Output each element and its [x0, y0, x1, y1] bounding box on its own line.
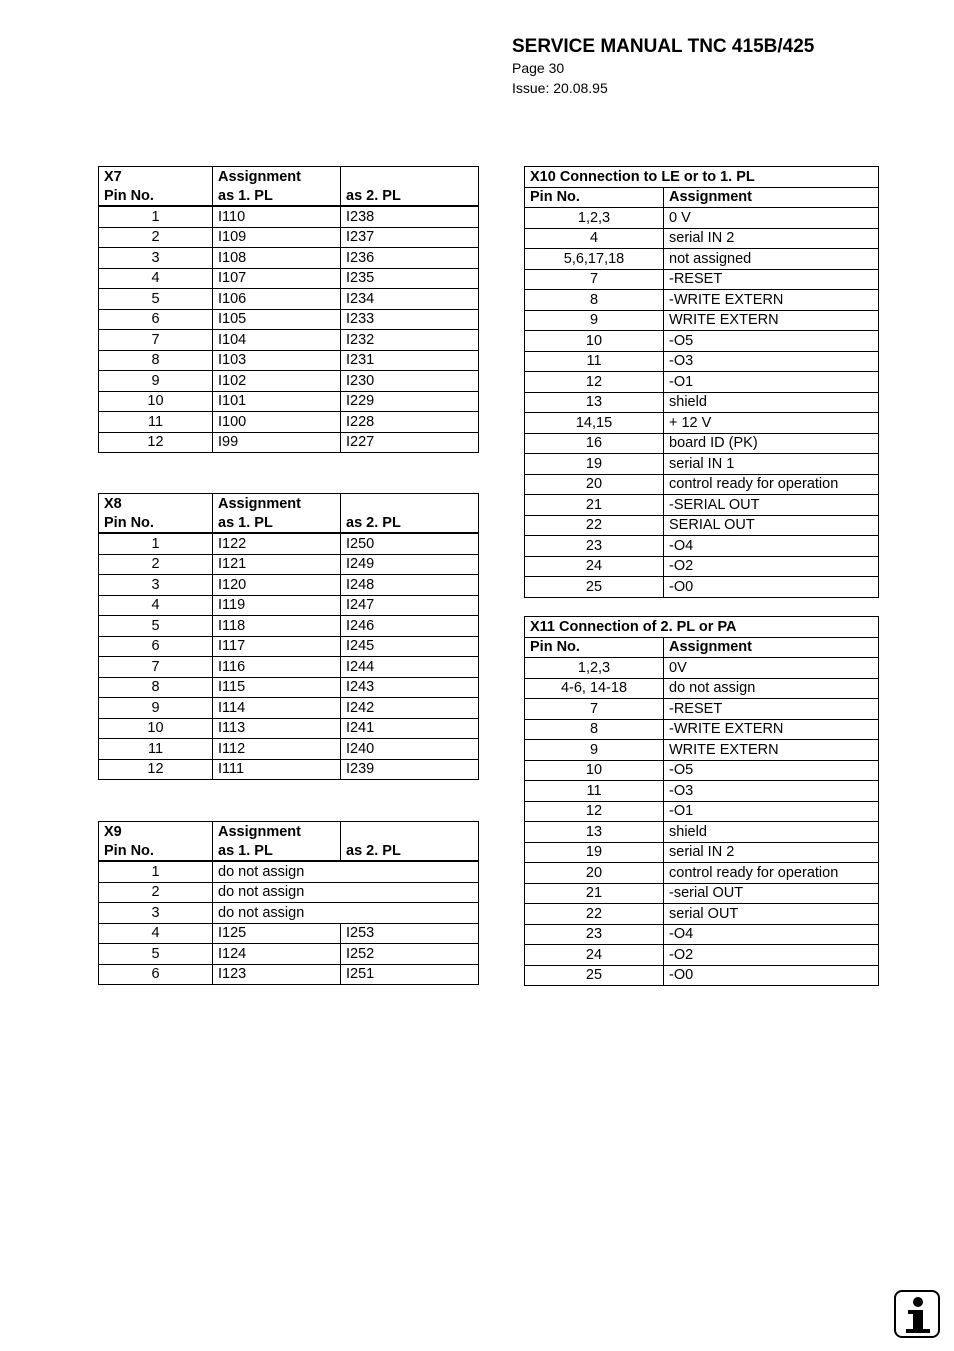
table-row	[99, 289, 479, 310]
assignment-cell: -O1	[664, 801, 879, 822]
pin-header: Pin No.	[99, 841, 213, 861]
assignment-2pl-cell: I237	[341, 227, 479, 248]
table-row	[99, 330, 479, 351]
assignment-cell: -O4	[664, 924, 879, 945]
assignment-cell: I111	[213, 759, 341, 780]
pin-number: 10	[525, 331, 664, 352]
pin-number: 1	[99, 861, 213, 882]
pin-number: 4	[525, 228, 664, 249]
pin-number: 11	[525, 351, 664, 372]
table-row	[99, 616, 479, 637]
table-row	[525, 781, 879, 802]
col2-header: as 2. PL	[341, 841, 479, 861]
table-row	[525, 801, 879, 822]
assignment-cell: -O1	[664, 372, 879, 393]
assignment-header: Assignment	[664, 637, 879, 658]
table-row	[525, 842, 879, 863]
assignment-cell: I109	[213, 227, 341, 248]
pin-header: Pin No.	[525, 637, 664, 658]
assignment-2pl-cell: I240	[341, 739, 479, 760]
pin-number: 2	[99, 554, 213, 575]
assignment-cell: -O3	[664, 351, 879, 372]
table-row	[99, 657, 479, 678]
table-row	[525, 822, 879, 843]
table-title: X11 Connection of 2. PL or PA	[525, 617, 879, 638]
assignment-2pl-cell: I243	[341, 677, 479, 698]
page-header	[512, 36, 814, 98]
pin-number: 1	[99, 206, 213, 227]
table-row	[99, 677, 479, 698]
assignment-cell: I100	[213, 412, 341, 433]
pin-number: 12	[99, 759, 213, 780]
table-row	[525, 863, 879, 884]
assignment-2pl-cell: I238	[341, 206, 479, 227]
table-row	[525, 678, 879, 699]
assignment-cell: -RESET	[664, 269, 879, 290]
table-row	[525, 351, 879, 372]
assignment-2pl-cell: I249	[341, 554, 479, 575]
table-row	[99, 739, 479, 760]
assignment-2pl-cell: I241	[341, 718, 479, 739]
assignment-2pl-cell: I228	[341, 412, 479, 433]
pin-number: 14,15	[525, 413, 664, 434]
assignment-cell: -serial OUT	[664, 883, 879, 904]
pin-number: 24	[525, 556, 664, 577]
pin-number: 4-6, 14-18	[525, 678, 664, 699]
table-row	[525, 310, 879, 331]
pin-number: 9	[525, 310, 664, 331]
pin-number: 6	[99, 964, 213, 985]
table-row	[525, 515, 879, 536]
pin-number: 25	[525, 577, 664, 598]
pin-number: 23	[525, 536, 664, 557]
assignment-cell: I104	[213, 330, 341, 351]
table-title: X10 Connection to LE or to 1. PL	[525, 167, 879, 188]
table-row	[99, 861, 479, 882]
table-row	[99, 412, 479, 433]
table-row	[525, 372, 879, 393]
assignment-2pl-cell: I234	[341, 289, 479, 310]
table-row	[525, 474, 879, 495]
assignment-cell: shield	[664, 822, 879, 843]
connector-name: X8	[99, 494, 213, 514]
table-row	[99, 923, 479, 944]
assignment-cell: I103	[213, 350, 341, 371]
pin-number: 8	[525, 290, 664, 311]
assignment-cell: serial IN 1	[664, 454, 879, 475]
assignment-cell: -O2	[664, 556, 879, 577]
pin-number: 3	[99, 575, 213, 596]
table-row	[525, 699, 879, 720]
pin-number: 5	[99, 944, 213, 965]
assignment-cell: serial IN 2	[664, 842, 879, 863]
assignment-2pl-cell: I253	[341, 923, 479, 944]
pin-number: 11	[99, 739, 213, 760]
assignment-2pl-cell: I233	[341, 309, 479, 330]
assignment-2pl-cell: I229	[341, 391, 479, 412]
table-row	[99, 698, 479, 719]
pin-number: 20	[525, 863, 664, 884]
pin-number: 6	[99, 636, 213, 657]
table-row	[99, 268, 479, 289]
pin-number: 12	[99, 432, 213, 453]
table-row	[525, 577, 879, 598]
assignment-2pl-cell: I248	[341, 575, 479, 596]
x10-table	[524, 166, 879, 598]
pin-header: Pin No.	[525, 187, 664, 208]
pin-number: 23	[525, 924, 664, 945]
table-row	[525, 719, 879, 740]
pin-number: 10	[99, 718, 213, 739]
assignment-cell: I118	[213, 616, 341, 637]
pin-number: 24	[525, 945, 664, 966]
x8-table	[98, 493, 479, 780]
pin-number: 8	[525, 719, 664, 740]
assignment-cell: I124	[213, 944, 341, 965]
pin-number: 10	[525, 760, 664, 781]
assignment-cell: -O4	[664, 536, 879, 557]
assignment-2pl-cell: I252	[341, 944, 479, 965]
pin-number: 5	[99, 289, 213, 310]
table-row	[99, 636, 479, 657]
pin-number: 22	[525, 515, 664, 536]
pin-number: 11	[99, 412, 213, 433]
assignment-cell: I105	[213, 309, 341, 330]
table-row	[99, 391, 479, 412]
table-row	[99, 371, 479, 392]
assignment-cell: I122	[213, 533, 341, 554]
assignment-2pl-cell: I250	[341, 533, 479, 554]
x11-table	[524, 616, 879, 986]
assignment-cell: SERIAL OUT	[664, 515, 879, 536]
assignment-2pl-cell: I231	[341, 350, 479, 371]
assignment-cell: I99	[213, 432, 341, 453]
pin-number: 12	[525, 372, 664, 393]
assignment-header: Assignment	[664, 187, 879, 208]
assignment-2pl-cell: I230	[341, 371, 479, 392]
assignment-cell: I120	[213, 575, 341, 596]
issue-date: Issue: 20.08.95	[512, 80, 608, 96]
assignment-cell: I112	[213, 739, 341, 760]
table-row	[525, 945, 879, 966]
table-row	[99, 944, 479, 965]
assignment-cell: I106	[213, 289, 341, 310]
assignment-cell: serial OUT	[664, 904, 879, 925]
assignment-2pl-cell: I246	[341, 616, 479, 637]
assignment-2pl-cell: I242	[341, 698, 479, 719]
assignment-cell: control ready for operation	[664, 474, 879, 495]
assignment-2pl-cell: I244	[341, 657, 479, 678]
assignment-cell: I110	[213, 206, 341, 227]
assignment-header: Assignment	[213, 494, 341, 514]
assignment-2pl-cell: I232	[341, 330, 479, 351]
assignment-cell: 0V	[664, 658, 879, 679]
pin-header: Pin No.	[99, 186, 213, 206]
table-row	[99, 309, 479, 330]
table-row	[99, 350, 479, 371]
pin-number: 1,2,3	[525, 208, 664, 229]
table-row	[99, 882, 479, 903]
assignment-2pl-cell: I247	[341, 595, 479, 616]
col2-header: as 2. PL	[341, 186, 479, 206]
pin-number: 1	[99, 533, 213, 554]
assignment-cell: -O5	[664, 760, 879, 781]
assignment-cell: -WRITE EXTERN	[664, 290, 879, 311]
assignment-cell: I102	[213, 371, 341, 392]
table-row	[525, 904, 879, 925]
pin-number: 9	[99, 698, 213, 719]
assignment-cell: I114	[213, 698, 341, 719]
table-row	[99, 227, 479, 248]
table-row	[99, 248, 479, 269]
col1-header: as 1. PL	[213, 841, 341, 861]
assignment-2pl-cell: I251	[341, 964, 479, 985]
pin-number: 13	[525, 822, 664, 843]
assignment-2pl-cell: I239	[341, 759, 479, 780]
assignment-cell: do not assign	[664, 678, 879, 699]
pin-number: 2	[99, 882, 213, 903]
connector-name: X9	[99, 822, 213, 842]
table-row	[525, 228, 879, 249]
assignment-cell: I117	[213, 636, 341, 657]
page-number: Page 30	[512, 60, 565, 76]
assignment-cell: I108	[213, 248, 341, 269]
table-row	[525, 269, 879, 290]
assignment-cell: I115	[213, 677, 341, 698]
assignment-cell: 0 V	[664, 208, 879, 229]
table-row	[525, 290, 879, 311]
assignment-cell: do not assign	[213, 903, 479, 924]
assignment-cell: WRITE EXTERN	[664, 740, 879, 761]
assignment-cell: I113	[213, 718, 341, 739]
assignment-cell: not assigned	[664, 249, 879, 270]
assignment-cell: board ID (PK)	[664, 433, 879, 454]
assignment-cell: -RESET	[664, 699, 879, 720]
pin-number: 22	[525, 904, 664, 925]
assignment-cell: -O2	[664, 945, 879, 966]
assignment-cell: -WRITE EXTERN	[664, 719, 879, 740]
pin-number: 12	[525, 801, 664, 822]
assignment-cell: I125	[213, 923, 341, 944]
assignment-cell: serial IN 2	[664, 228, 879, 249]
assignment-cell: I107	[213, 268, 341, 289]
table-row	[99, 554, 479, 575]
table-row	[525, 495, 879, 516]
x7-table	[98, 166, 479, 453]
table-row	[99, 718, 479, 739]
assignment-cell: -O5	[664, 331, 879, 352]
pin-number: 8	[99, 677, 213, 698]
table-row	[525, 536, 879, 557]
pin-number: 7	[99, 330, 213, 351]
assignment-cell: control ready for operation	[664, 863, 879, 884]
table-row	[525, 556, 879, 577]
pin-number: 5,6,17,18	[525, 249, 664, 270]
pin-number: 3	[99, 248, 213, 269]
pin-number: 13	[525, 392, 664, 413]
col1-header: as 1. PL	[213, 513, 341, 533]
pin-number: 5	[99, 616, 213, 637]
pin-number: 3	[99, 903, 213, 924]
table-row	[525, 433, 879, 454]
assignment-cell: I123	[213, 964, 341, 985]
table-row	[525, 331, 879, 352]
table-row	[525, 883, 879, 904]
table-row	[525, 924, 879, 945]
pin-number: 16	[525, 433, 664, 454]
table-row	[525, 208, 879, 229]
table-row	[525, 413, 879, 434]
table-row	[525, 392, 879, 413]
pin-number: 10	[99, 391, 213, 412]
table-row	[525, 454, 879, 475]
assignment-cell: do not assign	[213, 882, 479, 903]
assignment-cell: shield	[664, 392, 879, 413]
assignment-cell: do not assign	[213, 861, 479, 882]
table-row	[525, 965, 879, 986]
assignment-header: Assignment	[213, 167, 341, 187]
table-row	[99, 964, 479, 985]
assignment-cell: -O0	[664, 965, 879, 986]
table-row	[99, 759, 479, 780]
pin-number: 9	[525, 740, 664, 761]
pin-number: 6	[99, 309, 213, 330]
assignment-2pl-cell: I245	[341, 636, 479, 657]
assignment-cell: WRITE EXTERN	[664, 310, 879, 331]
assignment-cell: -SERIAL OUT	[664, 495, 879, 516]
pin-number: 4	[99, 923, 213, 944]
assignment-cell: I101	[213, 391, 341, 412]
pin-number: 8	[99, 350, 213, 371]
table-row	[525, 740, 879, 761]
table-row	[99, 432, 479, 453]
pin-header: Pin No.	[99, 513, 213, 533]
pin-number: 4	[99, 595, 213, 616]
pin-number: 11	[525, 781, 664, 802]
pin-number: 7	[99, 657, 213, 678]
assignment-cell: -O0	[664, 577, 879, 598]
assignment-cell: I121	[213, 554, 341, 575]
connector-name: X7	[99, 167, 213, 187]
pin-number: 4	[99, 268, 213, 289]
table-row	[525, 658, 879, 679]
table-row	[525, 760, 879, 781]
pin-number: 9	[99, 371, 213, 392]
assignment-2pl-cell: I236	[341, 248, 479, 269]
table-row	[525, 249, 879, 270]
table-row	[99, 533, 479, 554]
assignment-2pl-cell: I227	[341, 432, 479, 453]
assignment-cell: -O3	[664, 781, 879, 802]
info-icon	[894, 1290, 940, 1338]
pin-number: 20	[525, 474, 664, 495]
pin-number: 2	[99, 227, 213, 248]
pin-number: 19	[525, 842, 664, 863]
pin-number: 7	[525, 699, 664, 720]
pin-number: 1,2,3	[525, 658, 664, 679]
pin-number: 19	[525, 454, 664, 475]
table-row	[99, 206, 479, 227]
table-row	[99, 595, 479, 616]
assignment-header: Assignment	[213, 822, 341, 842]
pin-number: 21	[525, 495, 664, 516]
col2-header: as 2. PL	[341, 513, 479, 533]
assignment-cell: I116	[213, 657, 341, 678]
pin-number: 21	[525, 883, 664, 904]
pin-number: 7	[525, 269, 664, 290]
x9-table	[98, 821, 479, 985]
assignment-cell: I119	[213, 595, 341, 616]
assignment-2pl-cell: I235	[341, 268, 479, 289]
table-row	[99, 575, 479, 596]
assignment-cell: + 12 V	[664, 413, 879, 434]
pin-number: 25	[525, 965, 664, 986]
manual-title: SERVICE MANUAL TNC 415B/425	[512, 36, 815, 57]
col1-header: as 1. PL	[213, 186, 341, 206]
table-row	[99, 903, 479, 924]
